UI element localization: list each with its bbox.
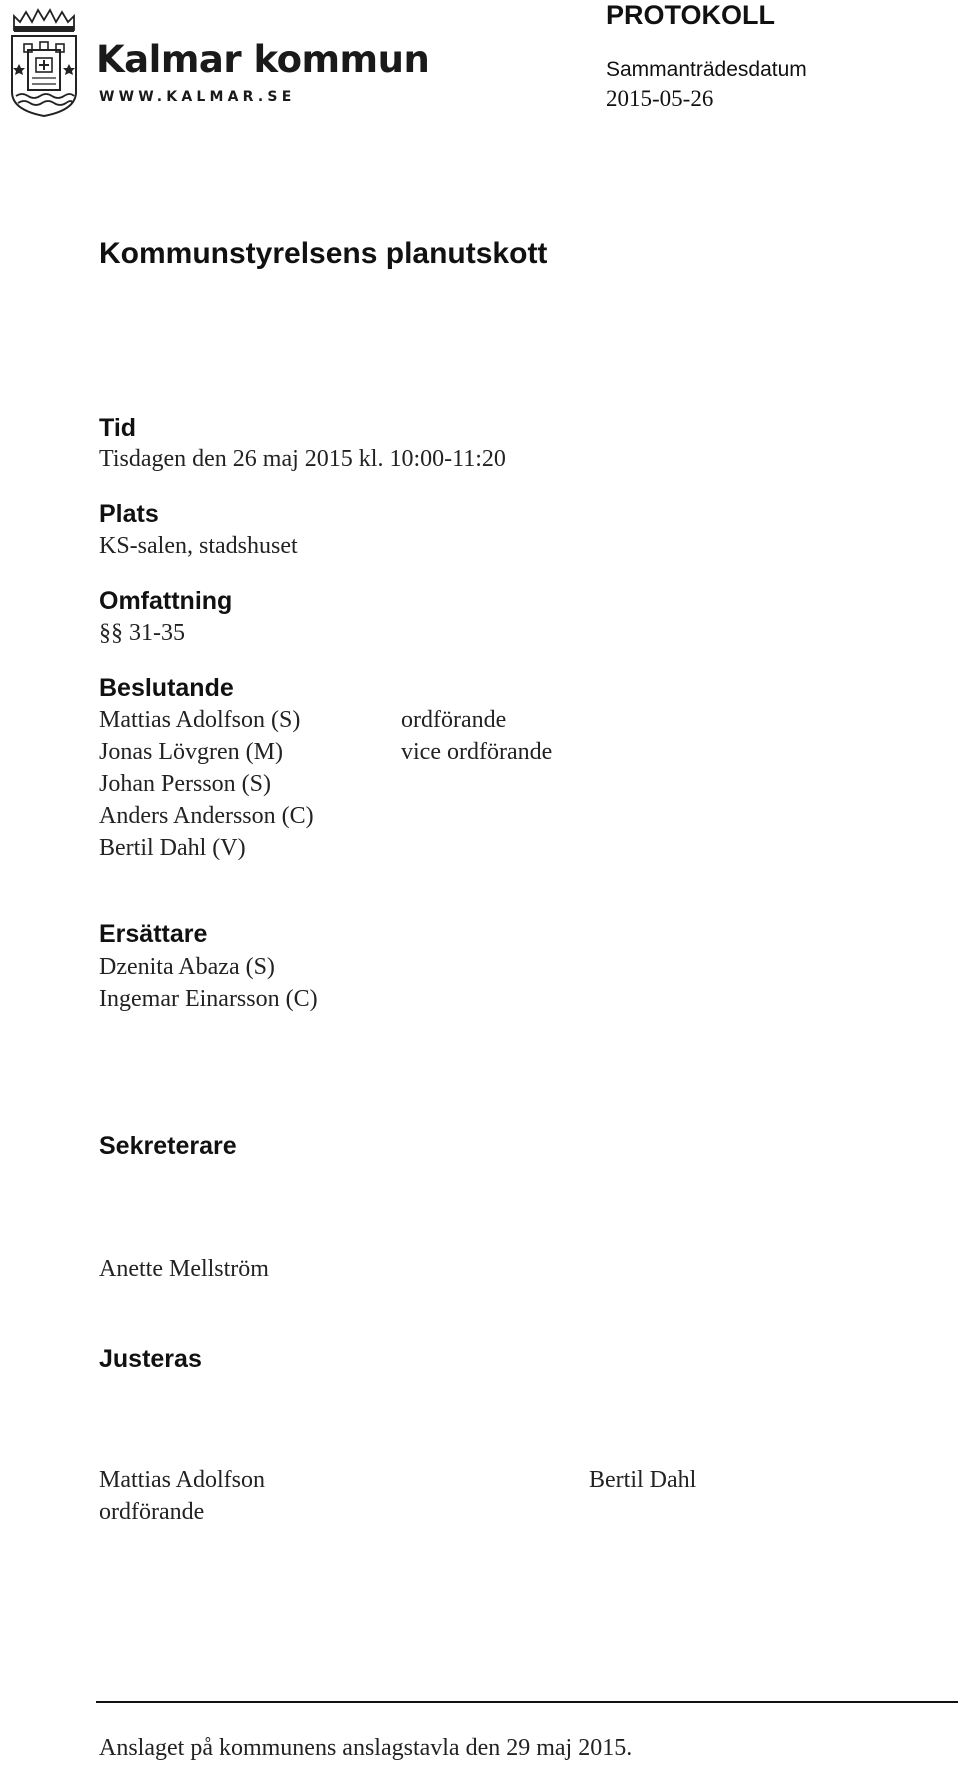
signer-1-role: ordförande (99, 1499, 205, 1525)
meeting-date-value: 2015-05-26 (606, 86, 714, 111)
document-type: PROTOKOLL (606, 0, 776, 30)
tid-text: Tisdagen den 26 maj 2015 kl. 10:00-11:20 (99, 446, 506, 472)
member-name: Bertil Dahl (V) (99, 835, 246, 861)
org-name: Kalmar kommun (96, 38, 430, 81)
member-name: Johan Persson (S) (99, 771, 271, 797)
footer-divider (96, 1701, 958, 1703)
member-name: Jonas Lövgren (M) (99, 739, 283, 765)
ersattare-list (99, 951, 318, 1015)
posting-notice: Anslaget på kommunens anslagstavla den 29 maj 2015. (99, 1735, 633, 1761)
committee-title: Kommunstyrelsens planutskott (99, 237, 548, 270)
tid-heading: Tid (99, 414, 137, 442)
plats-text: KS-salen, stadshuset (99, 533, 298, 559)
beslutande-heading: Beslutande (99, 674, 234, 702)
beslutande-list (99, 704, 314, 864)
secretary-name: Anette Mellström (99, 1256, 269, 1282)
substitute-name: Dzenita Abaza (S) (99, 954, 275, 980)
meeting-date-label: Sammanträdesdatum (606, 58, 807, 81)
plats-heading: Plats (99, 500, 159, 528)
justeras-heading: Justeras (99, 1345, 202, 1373)
kalmar-coat-of-arms-logo (8, 8, 80, 118)
beslutande-roles (401, 704, 552, 768)
omfattning-heading: Omfattning (99, 587, 233, 615)
sekreterare-heading: Sekreterare (99, 1132, 237, 1160)
signer-1-name: Mattias Adolfson (99, 1467, 265, 1493)
member-role: vice ordförande (401, 739, 553, 765)
member-name: Mattias Adolfson (S) (99, 707, 301, 733)
member-name: Anders Andersson (C) (99, 803, 314, 829)
coat-of-arms-icon (8, 8, 80, 118)
ersattare-heading: Ersättare (99, 920, 208, 948)
substitute-name: Ingemar Einarsson (C) (99, 986, 318, 1012)
omfattning-text: §§ 31-35 (99, 620, 185, 646)
member-role: ordförande (401, 707, 507, 733)
signer-2-name: Bertil Dahl (589, 1467, 697, 1493)
org-url: WWW.KALMAR.SE (99, 89, 296, 105)
